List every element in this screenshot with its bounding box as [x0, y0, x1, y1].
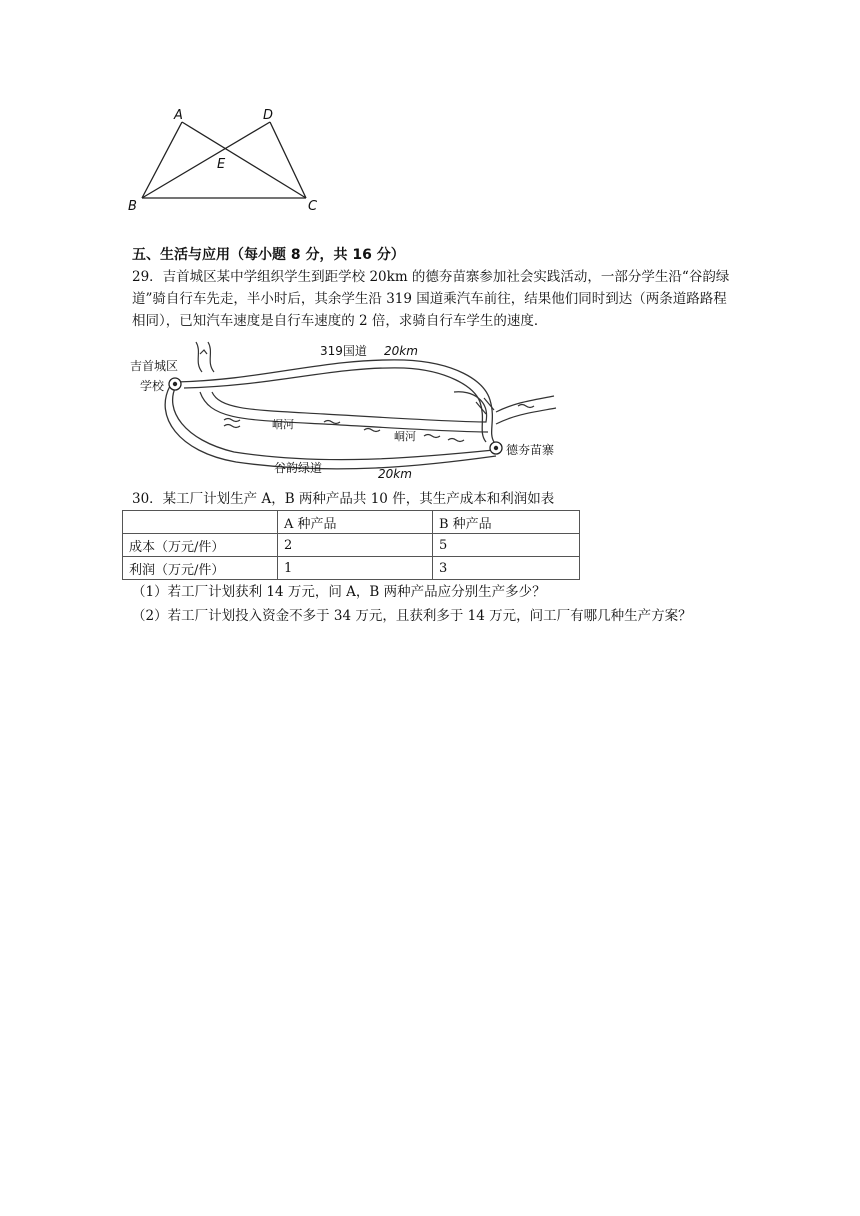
table-header-cell: B 种产品 — [433, 511, 580, 534]
school-label: 学校 — [140, 379, 165, 393]
segment-db — [142, 122, 270, 198]
point-label-a: A — [174, 108, 183, 123]
table-header-cell — [123, 511, 278, 534]
river-top — [196, 342, 214, 372]
triangle-figure — [124, 100, 324, 220]
city-label: 吉首城区 — [130, 359, 179, 373]
highway-label: 319国道 — [320, 344, 367, 358]
table-cell: 3 — [433, 557, 580, 580]
river-label-2: 峒河 — [394, 430, 416, 443]
route-map — [124, 340, 584, 482]
table-row — [123, 534, 580, 557]
highway-distance: 20km — [384, 344, 418, 358]
table-cell: 2 — [278, 534, 433, 557]
point-label-e: E — [217, 157, 226, 172]
river-label-1: 峒河 — [272, 418, 294, 431]
greenway-distance: 20km — [378, 467, 412, 481]
cost-profit-table — [122, 510, 580, 580]
table-cell: 成本（万元/件） — [123, 534, 278, 557]
question-29-text: 29．吉首城区某中学组织学生到距学校 20km 的德夯苗寨参加社会实践活动，一部分学生沿“谷韵绿道”骑自行车先走，半小时后，其余学生沿 319 国道乘汽车前往，结果他们同时到达（两条道路路程相同），已知汽车速度是自行车速度的 2 倍，求骑自行车学生的速度． — [132, 269, 730, 329]
table-cell: 利润（万元/件） — [123, 557, 278, 580]
point-label-d: D — [263, 108, 274, 123]
question-30-intro: 30．某工厂计划生产 A，B 两种产品共 10 件，其生产成本和利润如表 — [132, 491, 555, 507]
river-right — [496, 396, 556, 424]
table-header-cell: A 种产品 — [278, 511, 433, 534]
point-label-c: C — [308, 199, 318, 214]
question-30-part-1: （1）若工厂计划获利 14 万元，问 A，B 两种产品应分别生产多少？ — [132, 584, 546, 600]
highway-319 — [176, 360, 494, 442]
table-row — [123, 557, 580, 580]
destination-label: 德夯苗寨 — [506, 443, 555, 457]
question-30-part-2: （2）若工厂计划投入资金不多于 34 万元，且获利多于 14 万元，问工厂有哪几种生产方案？ — [132, 608, 692, 624]
table-cell: 1 — [278, 557, 433, 580]
table-header-row — [123, 511, 580, 534]
greenway-label: 谷韵绿道 — [274, 461, 323, 475]
section-heading: 五、生活与应用（每小题 8 分，共 16 分） — [132, 247, 405, 263]
table-cell: 5 — [433, 534, 580, 557]
greenway-route — [165, 386, 496, 469]
destination-marker — [490, 442, 502, 454]
river-middle — [200, 392, 488, 442]
school-marker — [169, 378, 181, 390]
point-label-b: B — [128, 199, 137, 214]
